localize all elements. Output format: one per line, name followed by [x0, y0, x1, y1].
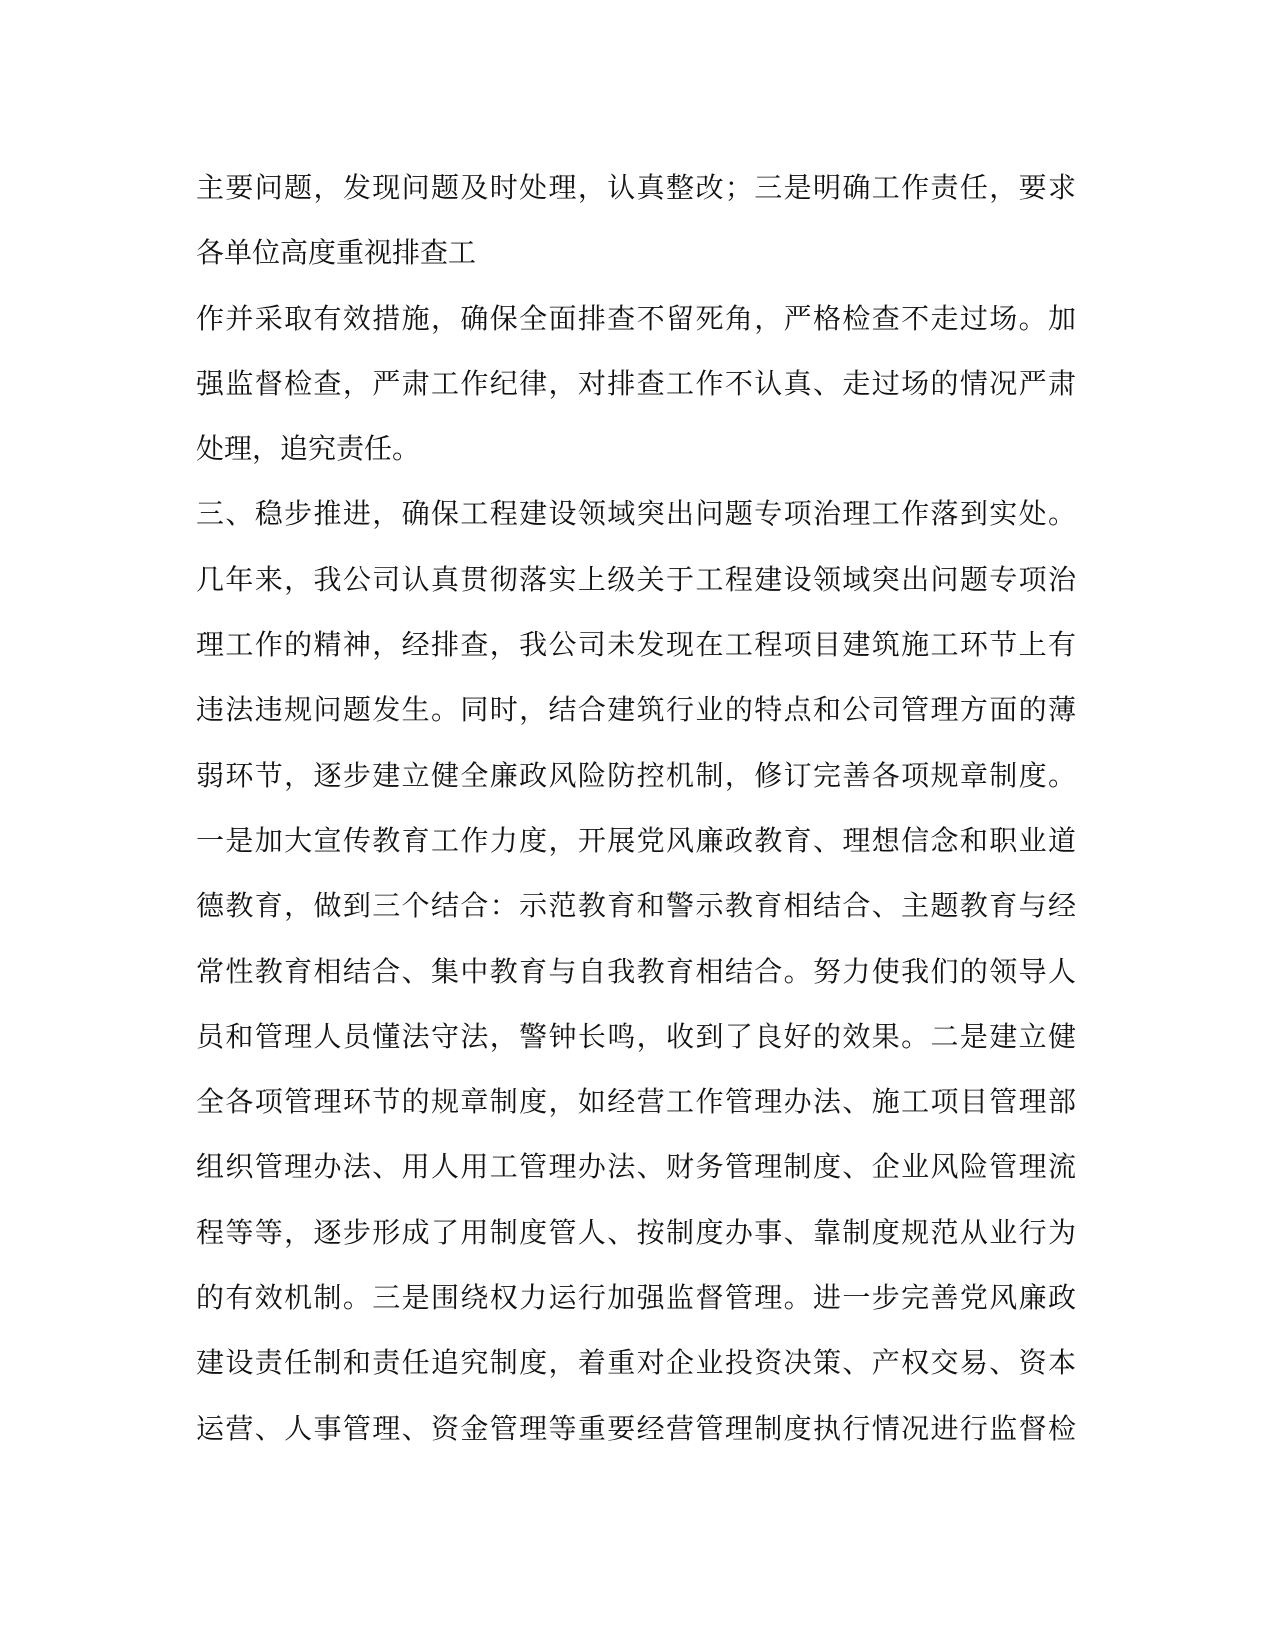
text-line: 程等等，逐步形成了用制度管人、按制度办事、靠制度规范从业行为 [196, 1215, 1076, 1249]
text-line: 违法违规问题发生。同时，结合建筑行业的特点和公司管理方面的薄 [196, 693, 1076, 727]
text-line: 各单位高度重视排查工 [196, 236, 477, 270]
section-heading: 三、稳步推进，确保工程建设领域突出问题专项治理工作落到实处。 [196, 497, 1076, 531]
text-line: 运营、人事管理、资金管理等重要经营管理制度执行情况进行监督检 [196, 1411, 1076, 1445]
text-line: 几年来，我公司认真贯彻落实上级关于工程建设领域突出问题专项治 [196, 562, 1076, 596]
text-line: 强监督检查，严肃工作纪律，对排查工作不认真、走过场的情况严肃 [196, 366, 1076, 400]
text-line: 一是加大宣传教育工作力度，开展党风廉政教育、理想信念和职业道 [196, 823, 1076, 857]
text-line: 弱环节，逐步建立健全廉政风险防控机制，修订完善各项规章制度。 [196, 758, 1076, 792]
text-line: 员和管理人员懂法守法，警钟长鸣，收到了良好的效果。二是建立健 [196, 1019, 1076, 1053]
text-line: 德教育，做到三个结合：示范教育和警示教育相结合、主题教育与经 [196, 889, 1076, 923]
text-line: 全各项管理环节的规章制度，如经营工作管理办法、施工项目管理部 [196, 1085, 1076, 1119]
text-line: 建设责任制和责任追究制度，着重对企业投资决策、产权交易、资本 [196, 1346, 1076, 1380]
text-line: 的有效机制。三是围绕权力运行加强监督管理。进一步完善党风廉政 [196, 1281, 1076, 1315]
text-line: 主要问题，发现问题及时处理，认真整改；三是明确工作责任，要求 [196, 171, 1076, 204]
text-line: 作并采取有效措施，确保全面排查不留死角，严格检查不走过场。加 [196, 301, 1076, 335]
text-line: 理工作的精神，经排查，我公司未发现在工程项目建筑施工环节上有 [196, 628, 1076, 662]
document-body [196, 155, 1076, 1461]
text-line: 组织管理办法、用人用工管理办法、财务管理制度、企业风险管理流 [196, 1150, 1076, 1184]
text-line: 常性教育相结合、集中教育与自我教育相结合。努力使我们的领导人 [196, 954, 1076, 988]
text-line: 处理，追究责任。 [196, 432, 421, 466]
